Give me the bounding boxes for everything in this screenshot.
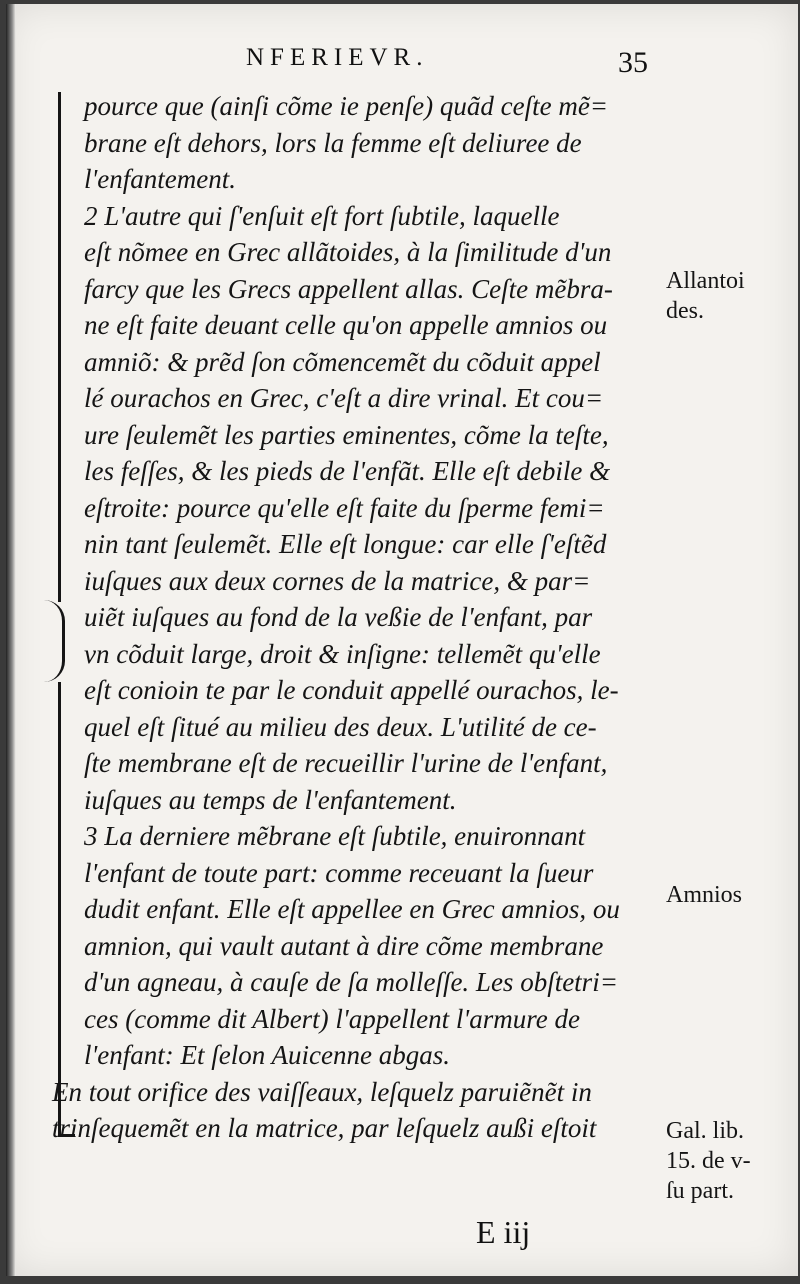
text-line: ne eſt faite deuant celle qu'on appelle amnios ou [84,310,608,340]
margin-note-amnios [666,880,742,910]
text-line: ces (comme dit Albert) l'appellent l'armure de [84,1003,580,1034]
text-line: eſt nõmee en Grec allãtoides, à la ſimilitude d'un [84,237,612,267]
text-line: amniõ: & prẽd ſon cõmencemẽt du cõduit appel [84,346,601,377]
margin-note-line: Allantoi [666,268,745,294]
text-line: 2 L'autre qui ſ'enſuit eſt fort ſubtile, laquelle [84,200,560,231]
text-line: l'enfantement. [84,164,236,194]
text-line: vn cõduit large, droit & inſigne: tellemẽt qu'elle [84,638,601,669]
text-line: trinſequemẽt en la matrice, par leſquelz außi eſtoit [52,1113,597,1143]
text-line: ure ſeulemẽt les parties eminentes, cõme la teſte, [84,419,609,450]
text-line: farcy que les Grecs appellent allas. Ceſte mẽbra- [84,273,613,304]
margin-note-line: des. [666,298,704,324]
book-page [6,4,798,1276]
signature-mark: E iij [476,1214,531,1250]
text-line: iuſques au temps de l'enfantement. [84,784,457,815]
margin-note-line: Amnios [666,882,743,908]
text-line: iuſques aux deux cornes de la matrice, & par= [84,565,591,596]
left-brace [44,600,65,682]
text-line: nin tant ſeulemẽt. Elle eſt longue: car elle ſ'eſtẽd [84,529,607,559]
margin-note-galen [666,1116,751,1206]
body-text [52,88,664,1147]
running-head: NFERIEVR. [246,44,429,71]
margin-note-line: ſu part. [666,1178,734,1204]
text-line: En tout orifice des vaiſſeaux, leſquelz paruiẽnẽt in [52,1076,592,1107]
text-line: uiẽt iuſques au fond de la veßie de l'enfant, par [84,602,593,632]
text-line: les feſſes, & les pieds de l'enfãt. Elle eſt debile & [84,456,611,486]
text-line: l'enfant de toute part: comme receuant la ſueur [84,857,594,888]
text-line: amnion, qui vault autant à dire cõme membrane [84,930,604,961]
page-number: 35 [618,46,648,79]
text-line: pource que (ainſi cõme ie penſe) quãd ceſte mẽ= [84,91,609,121]
text-line: 3 La derniere mẽbrane eſt ſubtile, enuironnant [84,821,586,851]
page-header [6,44,798,84]
text-line: quel eſt ſitué au milieu des deux. L'utilité de ce- [84,711,597,742]
text-line: l'enfant: Et ſelon Auicenne abgas. [84,1040,450,1070]
text-line: dudit enfant. Elle eſt appellee en Grec amnios, ou [84,894,620,924]
text-line: eſt conioin te par le conduit appellé ourachos, le- [84,675,619,705]
text-line: ſte membrane eſt de recueillir l'urine de l'enfant, [84,748,608,778]
margin-note-line: Gal. lib. [666,1118,744,1144]
text-line: lé ourachos en Grec, c'eſt a dire vrinal. Et cou= [84,383,604,413]
left-bracket-bottom [58,682,75,1137]
margin-note-allantoides [666,266,745,326]
text-line: brane eſt dehors, lors la femme eſt deliuree de [84,127,582,158]
text-line: d'un agneau, à cauſe de ſa molleſſe. Les obſtetri= [84,967,618,997]
text-line: eſtroite: pource qu'elle eſt faite du ſperme femi= [84,492,605,523]
left-bracket-top [58,92,61,602]
margin-note-line: 15. de v- [666,1148,751,1174]
book-gutter-shadow [6,4,16,1276]
